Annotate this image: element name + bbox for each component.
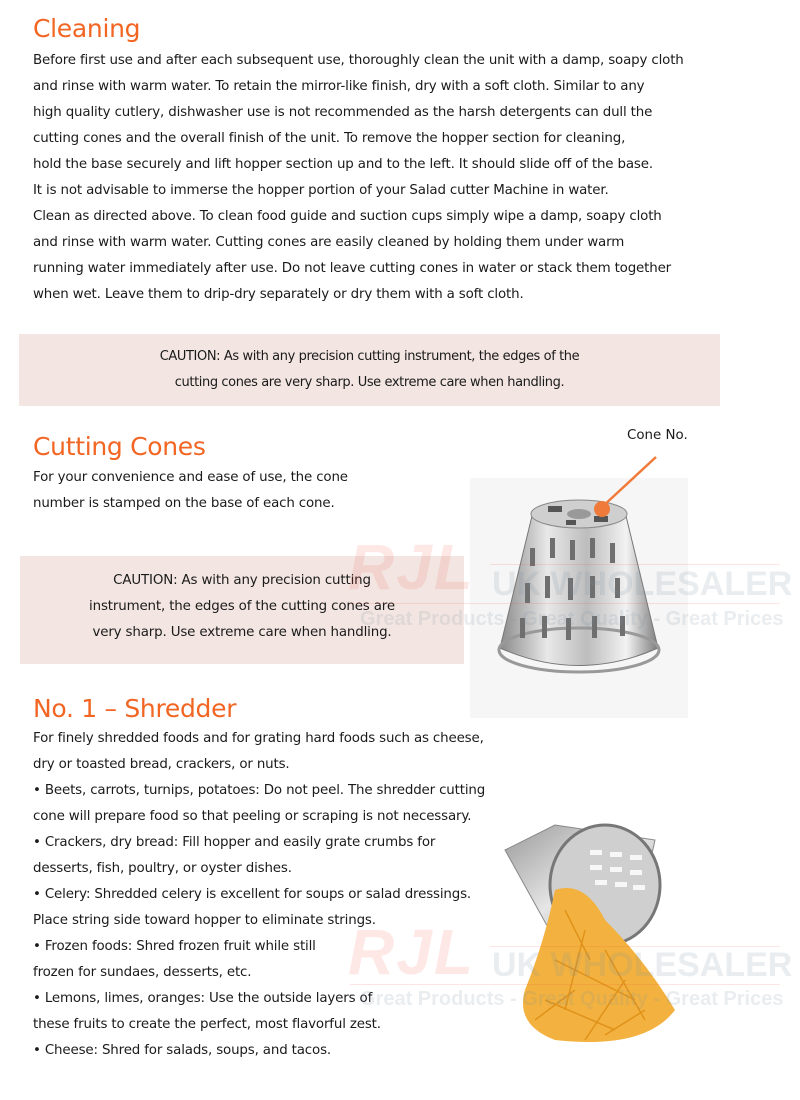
text-line: cone will prepare food so that peeling or scraping is not necessary. [33, 809, 472, 824]
cleaning-heading: Cleaning [33, 14, 141, 43]
list-item: • Lemons, limes, oranges: Use the outside layers of [33, 991, 373, 1006]
text-line: and rinse with warm water. To retain the mirror-like finish, dry with a soft cloth. Similar to any [33, 79, 645, 94]
list-item: • Beets, carrots, turnips, potatoes: Do not peel. The shredder cutting [33, 783, 486, 798]
caution-line: CAUTION: As with any precision cutting instrument, the edges of the [159, 349, 580, 364]
text-line: desserts, fish, poultry, or oyster dishes. [33, 861, 292, 876]
text-line: running water immediately after use. Do not leave cutting cones in water or stack them together [33, 261, 672, 276]
text-line: Before first use and after each subsequent use, thoroughly clean the unit with a damp, soapy cloth [33, 53, 684, 68]
cutting-cones-caution-box [20, 556, 464, 664]
watermark-tagline: Great Prices [665, 608, 784, 630]
text-line: For your convenience and ease of use, the cone [33, 470, 348, 485]
text-line: and rinse with warm water. Cutting cones are easily cleaned by holding them under warm [33, 235, 625, 250]
caution-line: cutting cones are very sharp. Use extreme care when handling. [174, 375, 565, 390]
text-line: high quality cutlery, dishwasher use is not recommended as the harsh detergents can dull the [33, 105, 653, 120]
watermark-name: UK WHOLESALER [492, 946, 793, 984]
cone-number-label: Cone No. [627, 428, 688, 443]
watermark-brand: RJL [348, 916, 475, 988]
text-line: number is stamped on the base of each cone. [33, 496, 335, 511]
cleaning-caution-box [19, 334, 720, 406]
cleaning-paragraph [33, 48, 684, 308]
text-line: It is not advisable to immerse the hopper portion of your Salad cutter Machine in water. [33, 183, 609, 198]
list-item: • Celery: Shredded celery is excellent for soups or salad dressings. [33, 887, 472, 902]
cone-arrow-icon [590, 455, 660, 515]
text-line: dry or toasted bread, crackers, or nuts. [33, 757, 290, 772]
text-line: Place string side toward hopper to eliminate strings. [33, 913, 376, 928]
list-item: • Cheese: Shred for salads, soups, and tacos. [33, 1043, 331, 1058]
text-line: these fruits to create the perfect, most flavorful zest. [33, 1017, 381, 1032]
cutting-cones-paragraph [33, 465, 348, 517]
list-item: • Frozen foods: Shred frozen fruit while still [33, 939, 316, 954]
text-line: cutting cones and the overall finish of the unit. To remove the hopper section for cleaning, [33, 131, 626, 146]
caution-line: instrument, the edges of the cutting cones are [89, 599, 395, 614]
caution-line: very sharp. Use extreme care when handling. [92, 625, 392, 640]
watermark-tagline: Great Products - Great Prices [360, 988, 784, 1010]
text-line: For finely shredded foods and for grating hard foods such as cheese, [33, 731, 484, 746]
shredder-cone-cheese-icon [495, 810, 705, 1070]
text-line: Clean as directed above. To clean food guide and suction cups simply wipe a damp, soapy cloth [33, 209, 662, 224]
cutting-cones-heading: Cutting Cones [33, 432, 206, 461]
text-line: hold the base securely and lift hopper section up and to the left. It should slide off of the base. [33, 157, 653, 172]
text-line: frozen for sundaes, desserts, etc. [33, 965, 252, 980]
caution-line: CAUTION: As with any precision cutting [113, 573, 371, 588]
list-item: • Crackers, dry bread: Fill hopper and easily grate crumbs for [33, 835, 436, 850]
text-line: when wet. Leave them to drip-dry separately or dry them with a soft cloth. [33, 287, 524, 302]
shredder-heading: No. 1 – Shredder [33, 694, 237, 723]
shredder-image [495, 810, 705, 1070]
shredder-paragraph [33, 726, 485, 1064]
